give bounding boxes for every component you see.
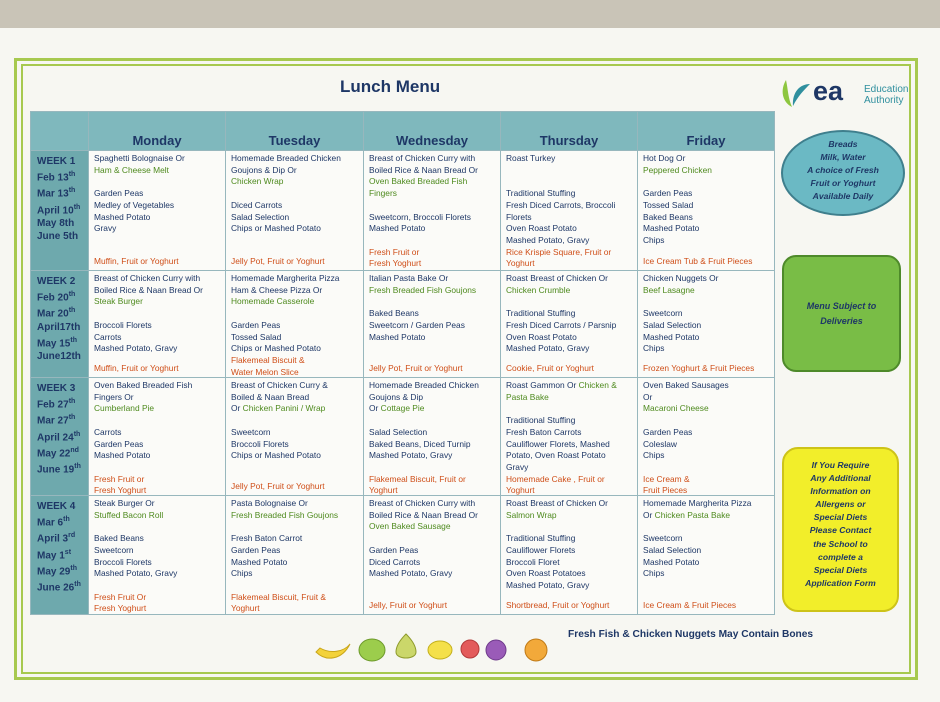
menu-cell-thursday xyxy=(501,378,638,496)
week-dates-cell xyxy=(31,271,89,378)
orange-icon xyxy=(525,639,547,661)
week-date: Mar 27th xyxy=(37,414,76,427)
menu-item: Mashed Potato xyxy=(231,556,288,567)
menu-item: Sweetcorn / Garden Peas xyxy=(369,319,465,330)
menu-item: Homemade Margherita Pizza xyxy=(231,273,340,283)
menu-item: Garden Peas xyxy=(231,544,281,555)
logo-ea-text: ea xyxy=(813,76,844,106)
alternative-dish: Cottage Pie xyxy=(380,403,425,414)
dessert-option: Water Melon Slice xyxy=(231,366,299,377)
menu-cell-tuesday xyxy=(226,151,364,271)
menu-item: Oven Baked Breaded Fish xyxy=(94,380,193,390)
spacer xyxy=(231,521,363,533)
week-label: WEEK 2 xyxy=(37,276,76,287)
dessert-option: Fresh Fruit Or xyxy=(94,591,147,602)
dessert-option: Ice Cream & Fruit Pieces xyxy=(643,600,737,611)
menu-item: Sweetcorn, Broccoli Florets xyxy=(369,211,471,222)
spacer xyxy=(643,462,774,474)
menu-item: Pasta Bolognaise Or xyxy=(231,498,308,508)
dessert-option: Cookie, Fruit or Yoghurt xyxy=(506,363,594,374)
menu-item: Chips xyxy=(643,450,665,461)
menu-item: Garden Peas xyxy=(643,188,693,199)
menu-item-line xyxy=(643,510,774,522)
week-date: May 29th xyxy=(37,564,77,578)
week-date: May 1st xyxy=(37,548,72,561)
menu-item: Breast of Chicken Curry & xyxy=(231,380,328,390)
week-row xyxy=(31,496,775,615)
fruit-characters-illustration xyxy=(312,622,558,666)
special-diets-notice: If You Require Any Additional Information on Allergens or Special Diets Please Contact the School to complete a Special Diets Application Form xyxy=(782,447,899,612)
week-label: WEEK 3 xyxy=(37,383,76,394)
spacer xyxy=(369,296,500,308)
spacer xyxy=(643,521,774,533)
dessert-option: Fresh Yoghurt xyxy=(94,603,147,614)
menu-item: Oven Roast Potato xyxy=(506,331,577,342)
menu-item: Salad Selection xyxy=(369,426,428,437)
dessert-option: Jelly Pot, Fruit or Yoghurt xyxy=(231,481,325,492)
dessert-option: Ice Cream Tub & Fruit Pieces xyxy=(643,256,753,267)
spacer xyxy=(506,165,637,177)
menu-item: Baked Beans xyxy=(369,308,419,319)
header-corner xyxy=(31,112,89,151)
menu-item: Mashed Potato, Gravy xyxy=(369,450,453,461)
dessert-option: Muffin, Fruit or Yoghurt xyxy=(94,363,179,374)
leaf-logo-icon xyxy=(780,76,814,110)
menu-item: Gravy xyxy=(94,223,117,234)
alternative-dish: Beef Lasagne xyxy=(643,284,695,295)
alternative-dish: Chicken Pasta Bake xyxy=(654,509,731,520)
day-header-row xyxy=(31,112,775,151)
spacer xyxy=(94,176,225,188)
menu-item: Chips xyxy=(643,568,665,579)
menu-item: Goujons & Dip xyxy=(369,391,423,402)
spacer xyxy=(369,462,500,474)
menu-item: Coleslaw xyxy=(643,438,677,449)
menu-item: Boiled Rice & Naan Bread Or xyxy=(369,164,478,175)
menu-item: Fresh Baton Carrot xyxy=(231,533,303,544)
menu-item: Cauliflower Florets xyxy=(506,544,576,555)
alternative-dish: Pasta Bake xyxy=(506,391,549,402)
alternative-dish: Homemade Casserole xyxy=(231,296,315,307)
menu-item: Sweetcorn xyxy=(643,533,683,544)
menu-item: Mashed Potato xyxy=(643,556,700,567)
menu-item: Oven Roast Potatoes xyxy=(506,568,586,579)
menu-cell-wednesday xyxy=(364,271,501,378)
alternative-dish: Chicken & xyxy=(578,380,617,390)
dessert-option: Jelly Pot, Fruit or Yoghurt xyxy=(369,363,463,374)
week-label: WEEK 1 xyxy=(37,156,76,167)
menu-item: Roast Breast of Chicken Or xyxy=(506,273,608,283)
week-dates-cell xyxy=(31,151,89,271)
day-header-thursday: Thursday xyxy=(501,112,638,151)
menu-item: Traditional Stuffing xyxy=(506,188,576,199)
spacer xyxy=(231,415,363,427)
menu-item: Chips or Mashed Potato xyxy=(231,450,321,461)
week-dates-cell xyxy=(31,378,89,496)
menu-item: Sweetcorn xyxy=(94,544,134,555)
menu-item: Tossed Salad xyxy=(643,199,694,210)
dessert-option: Yoghurt xyxy=(506,485,535,496)
dessert-option: Homemade Cake , Fruit or xyxy=(506,473,605,484)
menu-item: Cauliflower Florets, Mashed xyxy=(506,438,610,449)
menu-cell-wednesday xyxy=(364,496,501,615)
dessert-option: Fresh Yoghurt xyxy=(94,485,147,496)
menu-item: Oven Roast Potato xyxy=(506,223,577,234)
menu-item: Mashed Potato xyxy=(94,450,151,461)
menu-item: Ham & Cheese Pizza Or xyxy=(231,284,323,295)
daily-options-bubble: Breads Milk, Water A choice of Fresh Fruit or Yoghurt Available Daily xyxy=(781,130,905,216)
menu-item: Mashed Potato, Gravy xyxy=(506,234,590,245)
menu-item: Garden Peas xyxy=(94,438,144,449)
menu-item-connector: Or xyxy=(369,403,381,414)
menu-item: Traditional Stuffing xyxy=(506,415,576,426)
menu-item: Diced Carrots xyxy=(369,556,421,567)
menu-item: Baked Beans xyxy=(94,533,144,544)
spacer xyxy=(643,296,774,308)
menu-item: Salad Selection xyxy=(643,544,702,555)
menu-item: Mashed Potato, Gravy xyxy=(506,343,590,354)
spacer xyxy=(506,296,637,308)
spacer xyxy=(94,462,225,474)
grapes-icon xyxy=(486,640,506,660)
day-header-tuesday: Tuesday xyxy=(226,112,364,151)
menu-item-line xyxy=(231,403,363,415)
menu-cell-tuesday xyxy=(226,378,364,496)
menu-item-line xyxy=(369,403,500,415)
week-date: June12th xyxy=(37,350,81,362)
week-date: April 3rd xyxy=(37,532,76,545)
menu-item: Baked Beans xyxy=(643,211,693,222)
dessert-option: Ice Cream & xyxy=(643,473,690,484)
alternative-dish: Macaroni Cheese xyxy=(643,403,709,414)
lemon-icon xyxy=(428,641,452,659)
menu-item: Mashed Potato, Gravy xyxy=(94,568,178,579)
menu-item-connector: Roast Gammon Or xyxy=(506,380,579,390)
menu-item: Fresh Diced Carrots, Broccoli xyxy=(506,199,616,210)
spacer xyxy=(369,200,500,212)
week-date: June 26th xyxy=(37,581,81,594)
menu-item: Baked Beans, Diced Turnip xyxy=(369,438,471,449)
menu-item-connector: Or xyxy=(643,509,655,520)
alternative-dish: Ham & Cheese Melt xyxy=(94,164,169,175)
menu-item: Carrots xyxy=(94,426,122,437)
spacer xyxy=(369,533,500,545)
banana-icon xyxy=(316,644,350,658)
menu-item: Salad Selection xyxy=(231,211,290,222)
dessert-option: Yoghurt xyxy=(231,603,260,614)
menu-item: Potato, Oven Roast Potato xyxy=(506,450,606,461)
alternative-dish: Salmon Wrap xyxy=(506,509,557,520)
spacer xyxy=(94,580,225,592)
menu-cell-friday xyxy=(638,271,775,378)
menu-item: Diced Carrots xyxy=(231,199,283,210)
menu-item: Goujons & Dip Or xyxy=(231,164,297,175)
week-date: Feb 20th xyxy=(37,291,76,304)
alternative-dish: Peppered Chicken xyxy=(643,164,712,175)
pear-icon xyxy=(396,634,416,658)
menu-item: Garden Peas xyxy=(94,188,144,199)
menu-cell-monday xyxy=(89,271,226,378)
week-date: Mar 6th xyxy=(37,516,70,529)
dessert-option: Fruit Pieces xyxy=(643,485,688,496)
menu-item: Fresh Diced Carrots / Parsnip xyxy=(506,319,617,330)
dessert-option: Muffin, Fruit or Yoghurt xyxy=(94,256,179,267)
alternative-dish: Oven Baked Breaded Fish xyxy=(369,176,468,187)
day-header-wednesday: Wednesday xyxy=(364,112,501,151)
menu-item: Boiled Rice & Naan Bread Or xyxy=(369,509,478,520)
spacer xyxy=(231,580,363,592)
education-authority-logo xyxy=(780,74,910,114)
dessert-option: Flakemeal Biscuit, Fruit & xyxy=(231,591,326,602)
dessert-option: Yoghurt xyxy=(506,258,535,269)
dessert-option: Jelly, Fruit or Yoghurt xyxy=(369,600,448,611)
menu-item: Traditional Stuffing xyxy=(506,308,576,319)
menu-cell-thursday xyxy=(501,271,638,378)
week-date: May 15th xyxy=(37,336,77,349)
deliveries-notice: Menu Subject to Deliveries xyxy=(782,255,901,372)
menu-item: Tossed Salad xyxy=(231,331,282,342)
logo-name: Education Authority xyxy=(864,84,909,106)
menu-item: Mashed Potato, Gravy xyxy=(506,579,590,590)
dessert-option: Rice Krispie Square, Fruit or xyxy=(506,246,612,257)
dessert-option: Shortbread, Fruit or Yoghurt xyxy=(506,600,610,611)
menu-item: Sweetcorn xyxy=(231,426,271,437)
menu-cell-monday xyxy=(89,151,226,271)
week-date: Feb 27th xyxy=(37,398,76,411)
alternative-dish: Chicken Wrap xyxy=(231,176,284,187)
dessert-option: Fresh Fruit or xyxy=(369,246,420,257)
menu-item: Gravy xyxy=(506,461,529,472)
alternative-dish: Stuffed Bacon Roll xyxy=(94,509,164,520)
menu-item: Fingers Or xyxy=(94,391,134,402)
menu-item: Chips xyxy=(643,234,665,245)
menu-item-line xyxy=(506,380,637,392)
menu-item: Mashed Potato xyxy=(369,331,426,342)
menu-item-connector: Or xyxy=(231,403,243,414)
alternative-dish: Fingers xyxy=(369,188,397,199)
menu-cell-monday xyxy=(89,378,226,496)
apple-icon xyxy=(359,639,385,661)
menu-item: Homemade Breaded Chicken xyxy=(231,153,341,163)
alternative-dish: Fresh Breaded Fish Goujons xyxy=(231,509,339,520)
dessert-option: Flakemeal Biscuit, Fruit or xyxy=(369,473,466,484)
spacer xyxy=(506,403,637,415)
menu-cell-friday xyxy=(638,378,775,496)
menu-item: Homemade Margherita Pizza xyxy=(643,498,752,508)
dessert-option: Jelly Pot, Fruit or Yoghurt xyxy=(231,256,325,267)
menu-item: Chips xyxy=(643,343,665,354)
menu-cell-wednesday xyxy=(364,151,501,271)
menu-item: Breast of Chicken Curry with xyxy=(369,498,476,508)
spacer xyxy=(231,188,363,200)
menu-item: Traditional Stuffing xyxy=(506,533,576,544)
menu-table xyxy=(30,111,775,615)
week-date: April17th xyxy=(37,321,81,333)
menu-item: Mashed Potato xyxy=(94,211,151,222)
menu-item: Oven Baked Sausages xyxy=(643,380,729,390)
menu-cell-thursday xyxy=(501,496,638,615)
dessert-option: Fresh Yoghurt xyxy=(369,258,422,269)
menu-cell-wednesday xyxy=(364,378,501,496)
spacer xyxy=(231,308,363,320)
menu-item: Mashed Potato, Gravy xyxy=(369,568,453,579)
menu-item: Spaghetti Bolognaise Or xyxy=(94,153,185,163)
week-date: June 19th xyxy=(37,463,81,476)
menu-item: Italian Pasta Bake Or xyxy=(369,273,449,283)
alternative-dish: Chicken Panini / Wrap xyxy=(242,403,326,414)
menu-item: Boiled Rice & Naan Bread Or xyxy=(94,284,203,295)
menu-item: Breast of Chicken Curry with xyxy=(369,153,476,163)
dessert-option: Frozen Yoghurt & Fruit Pieces xyxy=(643,363,755,374)
week-date: April 10th xyxy=(37,203,81,216)
alternative-dish: Chicken Crumble xyxy=(506,284,571,295)
week-date: May 22nd xyxy=(37,446,79,460)
menu-item: Broccoli Florets xyxy=(94,319,152,330)
dessert-option: Yoghurt xyxy=(369,485,398,496)
menu-item: Mashed Potato xyxy=(643,331,700,342)
spacer xyxy=(643,415,774,427)
menu-item: Mashed Potato xyxy=(369,223,426,234)
week-date: May 8th xyxy=(37,217,75,229)
week-label: WEEK 4 xyxy=(37,501,76,512)
menu-item: Salad Selection xyxy=(643,319,702,330)
menu-item: Boiled & Naan Bread xyxy=(231,391,310,402)
week-row xyxy=(31,151,775,271)
spacer xyxy=(94,415,225,427)
menu-item: Chicken Nuggets Or xyxy=(643,273,719,283)
menu-cell-thursday xyxy=(501,151,638,271)
menu-cell-tuesday xyxy=(226,496,364,615)
menu-item: Garden Peas xyxy=(231,319,281,330)
menu-item: Homemade Breaded Chicken xyxy=(369,380,479,390)
menu-cell-friday xyxy=(638,496,775,615)
menu-item: Steak Burger Or xyxy=(94,498,155,508)
menu-item: Fresh Baton Carrots xyxy=(506,426,582,437)
week-dates-cell xyxy=(31,496,89,615)
menu-item: Mashed Potato xyxy=(643,223,700,234)
menu-item: Broccoli Floret xyxy=(506,556,560,567)
menu-item: Roast Turkey xyxy=(506,153,556,163)
spacer xyxy=(369,415,500,427)
menu-item: Hot Dog Or xyxy=(643,153,686,163)
week-date: Mar 13th xyxy=(37,187,76,200)
menu-item: Breast of Chicken Curry with xyxy=(94,273,201,283)
menu-item: Roast Breast of Chicken Or xyxy=(506,498,608,508)
menu-cell-monday xyxy=(89,496,226,615)
menu-item: Broccoli Florets xyxy=(94,556,152,567)
menu-cell-friday xyxy=(638,151,775,271)
menu-item: Sweetcorn xyxy=(643,308,683,319)
menu-item: Chips or Mashed Potato xyxy=(231,223,321,234)
menu-item: Medley of Vegetables xyxy=(94,199,175,210)
week-date: Feb 13th xyxy=(37,171,76,184)
menu-cell-tuesday xyxy=(226,271,364,378)
alternative-dish: Cumberland Pie xyxy=(94,403,155,414)
week-row xyxy=(31,271,775,378)
day-header-monday: Monday xyxy=(89,112,226,151)
alternative-dish: Steak Burger xyxy=(94,296,143,307)
week-row xyxy=(31,378,775,496)
menu-item: Garden Peas xyxy=(369,544,419,555)
bones-warning: Fresh Fish & Chicken Nuggets May Contain Bones xyxy=(568,629,814,640)
spacer xyxy=(506,521,637,533)
berries-icon xyxy=(461,640,479,658)
week-date: April 24th xyxy=(37,430,81,443)
spacer xyxy=(643,176,774,188)
dessert-option: Fresh Fruit or xyxy=(94,473,145,484)
spacer xyxy=(94,521,225,533)
alternative-dish: Fresh Breaded Fish Goujons xyxy=(369,284,477,295)
week-date: June 5th xyxy=(37,230,79,242)
spacer xyxy=(369,235,500,247)
menu-item: Chips xyxy=(231,568,253,579)
menu-item: Mashed Potato, Gravy xyxy=(94,343,178,354)
menu-item: Chips or Mashed Potato xyxy=(231,343,321,354)
menu-item: Broccoli Florets xyxy=(231,438,289,449)
day-header-friday: Friday xyxy=(638,112,775,151)
menu-item: Florets xyxy=(506,211,532,222)
spacer xyxy=(94,308,225,320)
menu-item: Or xyxy=(643,391,653,402)
spacer xyxy=(506,176,637,188)
dessert-option: Flakemeal Biscuit & xyxy=(231,354,305,365)
page-title: Lunch Menu xyxy=(340,77,441,96)
week-date: Mar 20th xyxy=(37,307,76,320)
alternative-dish: Oven Baked Sausage xyxy=(369,521,451,532)
menu-item: Garden Peas xyxy=(643,426,693,437)
menu-item: Carrots xyxy=(94,331,122,342)
